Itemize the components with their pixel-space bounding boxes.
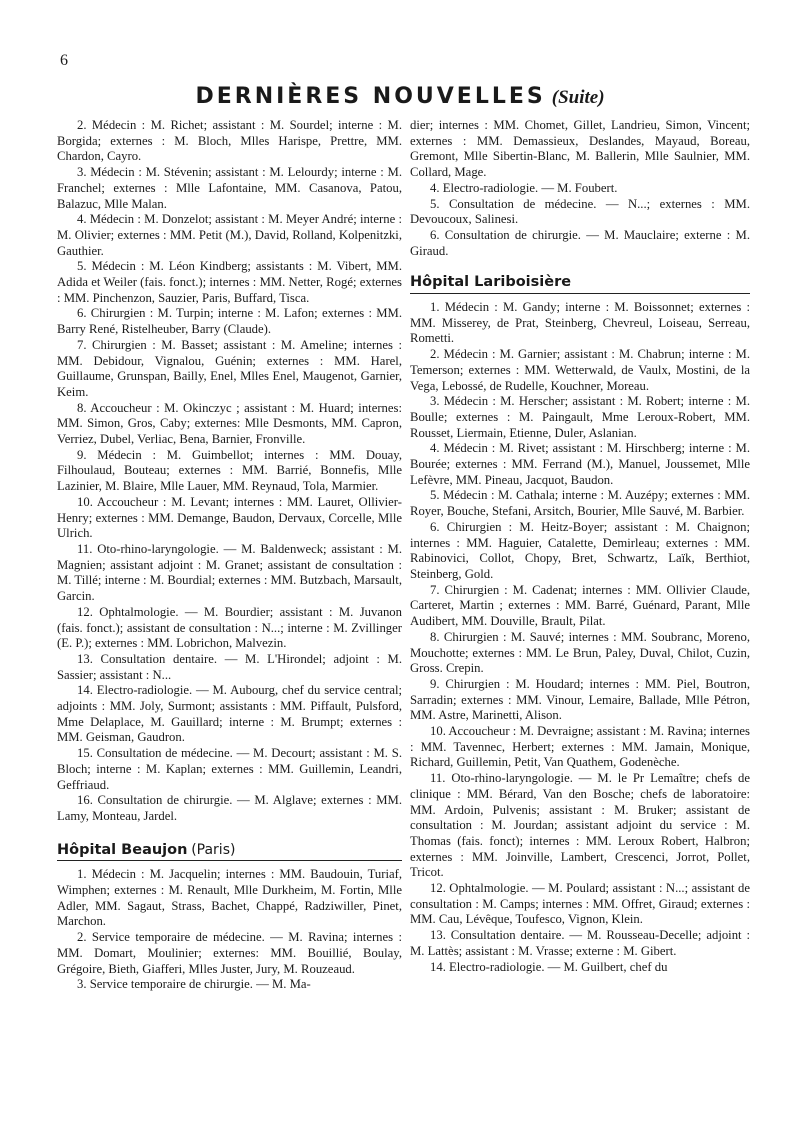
paragraph: 6. Chirurgien : M. Turpin; interne : M. Lafon; externes : MM. Barry René, Ristelheuber, Barry (Claude). <box>57 306 402 337</box>
paragraph: 8. Accoucheur : M. Okinczyc ; assistant : M. Huard; internes: MM. Simon, Gros, Caby; externes: Mlle Desmonts, MM. Capron, Verriez, Dubel, Verliac, Bena, Barnier, Fronville. <box>57 400 402 447</box>
paragraph: 4. Médecin : M. Rivet; assistant : M. Hirschberg; interne : M. Bourée; externes : MM. Ferrand (M.), Manuel, Joussemet, Mlle Lefèvre, MM. Pineau, Jacquot, Baudon. <box>410 441 750 487</box>
paragraph: 13. Consultation dentaire. — M. Rousseau-Decelle; adjoint : M. Lattès; assistant : M. Vrasse; externe : M. Gibert. <box>410 928 750 958</box>
section-name: Hôpital Lariboisière <box>410 274 572 291</box>
paragraph: 11. Oto-rhino-laryngologie. — M. le Pr Lemaître; chefs de clinique : MM. Bérard, Van den Bosche; chefs de laboratoire: MM. Ardoin, Pulvenis; assistant : M. Bruker; assistant de consultation : M. Jourdan; assistant adjoint du service : M. Thomas (fais. fonct); internes : MM. Leroux Robert, Halbron; externes : MM. Joinville, Lambert, Crescenci, Jorrot, Pollet, Tricot. <box>410 771 750 880</box>
paragraph: 8. Chirurgien : M. Sauvé; internes : MM. Soubranc, Moreno, Mouchotte; externes : MM. Le Brun, Paley, Duval, Chilot, Cuzin, Gross. Crepin. <box>410 629 750 676</box>
paragraph: 14. Electro-radiologie. — M. Guilbert, chef du <box>430 959 668 974</box>
right-column <box>410 118 750 975</box>
paragraph: 14. Electro-radiologie. — M. Aubourg, chef du service central; adjoints : MM. Joly, Surmont; assistants : MM. Piffault, Pulsford, Mme Delaplace, M. Gauillard; interne : M. Brumpt; externes : MM. Geisman, Gaudron. <box>57 683 402 745</box>
paragraph: 4. Electro-radiologie. — M. Foubert. <box>430 180 618 195</box>
section-heading-lariboisiere <box>410 275 750 294</box>
page-number: 6 <box>60 52 68 69</box>
paragraph: 4. Médecin : M. Donzelot; assistant : M. Meyer André; interne : M. Olivier; externes : MM. Petit (M.), David, Rolland, Kolpenitzki, Gauthier. <box>57 212 402 258</box>
paragraph: 12. Ophtalmologie. — M. Poulard; assistant : N...; assistant de consultation : M. Camps; internes : MM. Offret, Giraud; externes : MM. Cau, Lévêque, Toufesco, Vignon, Klein. <box>410 881 750 927</box>
paragraph: 11. Oto-rhino-laryngologie. — M. Baldenweck; assistant : M. Magnien; assistant adjoint : M. Granet; assistant de consultation : M. Tillé; interne : M. Bourdial; externes : MM. Butzbach, Marsault, Garcin. <box>57 541 402 604</box>
paragraph-continuation: dier; internes : MM. Chomet, Gillet, Landrieu, Simon, Vincent; externes : MM. Demassieux, Deslandes, Mayaud, Boreau, Gremont, Mlle Sibertin-Blanc, M. Ballerin, Mlle Saulnier, MM. Collard, Mage. <box>410 118 750 180</box>
paragraph: 9. Chirurgien : M. Houdard; internes : MM. Piel, Boutron, Sarradin; externes : MM. Vinour, Lemaire, Ballade, Mlle Pétron, MM. Astre, Marinetti, Alison. <box>410 676 750 723</box>
paragraph: 3. Médecin : M. Stévenin; assistant : M. Lelourdy; interne : M. Franchel; externes : Mlle Lafontaine, MM. Casanova, Patou, Balazuc, Mlle Malan. <box>57 165 402 211</box>
paragraph: 3. Service temporaire de chirurgie. — M. Ma- <box>77 977 311 992</box>
paragraph: 5. Médecin : M. Cathala; interne : M. Auzépy; externes : MM. Royer, Bouche, Stefani, Arsitch, Bourier, Mlle Sauvé, M. Barbier. <box>410 488 750 519</box>
paragraph: 6. Consultation de chirurgie. — M. Mauclaire; externe : M. Giraud. <box>410 227 750 258</box>
paragraph: 16. Consultation de chirurgie. — M. Alglave; externes : MM. Lamy, Monteau, Jardel. <box>57 793 402 823</box>
paragraph: 12. Ophtalmologie. — M. Bourdier; assistant : M. Juvanon (fais. fonct.); assistant de consultation : N...; interne : M. Zvillinger (E. P.); externes : MM. Lobrichon, Malvezin. <box>57 604 402 651</box>
title-suffix: (Suite) <box>551 87 605 108</box>
paragraph: 2. Médecin : M. Richet; assistant : M. Sourdel; interne : M. Borgida; externes : M. Bloch, Mlles Harispe, Prettre, MM. Chardon, Cayro. <box>57 118 402 164</box>
paragraph: 3. Médecin : M. Herscher; assistant : M. Robert; interne : M. Boulle; externes : M. Paingault, Mme Leroux-Robert, MM. Rousset, Liermain, Etienne, Duler, Aslanian. <box>410 394 750 440</box>
section-qualifier: (Paris) <box>191 841 236 858</box>
paragraph: 15. Consultation de médecine. — M. Decourt; assistant : M. S. Bloch; interne : M. Kaplan; externes : MM. Guillemin, Leandri, Geffriaud. <box>57 746 402 792</box>
paragraph: 13. Consultation dentaire. — M. L'Hirondel; adjoint : M. Sassier; assistant : N... <box>57 651 402 682</box>
paragraph: 7. Chirurgien : M. Basset; assistant : M. Ameline; internes : MM. Debidour, Vignalou, Guénin; externes : MM. Harel, Guillaume, Grunspan, Bailly, Enel, Mlles Enel, Maugenot, Garnier, Keim. <box>57 337 402 399</box>
paragraph: 5. Médecin : M. Léon Kindberg; assistants : M. Vibert, MM. Adida et Weiler (fais. fonct.); internes : MM. Netter, Rogé; externes : MM. Pinchenzon, Sauzier, Paris, Buffard, Tisca. <box>57 259 402 305</box>
paragraph: 10. Accoucheur : M. Devraigne; assistant : M. Ravina; internes : MM. Tavennec, Herbert; externes : MM. Jamain, Monique, Richard, Guillemin, Petit, Van Quathem, Godenèche. <box>410 724 750 770</box>
paragraph: 6. Chirurgien : M. Heitz-Boyer; assistant : M. Chaignon; internes : MM. Haguier, Catalette, Demirleau; externes : MM. Rabinovici, Collot, Chopy, Bret, Schwartz, Laïk, Berthiot, Steinberg, Gold. <box>410 519 750 581</box>
section-heading-beaujon <box>57 843 402 862</box>
paragraph: 5. Consultation de médecine. — N...; externes : MM. Devoucoux, Salinesi. <box>410 196 750 227</box>
paragraph: 2. Service temporaire de médecine. — M. Ravina; internes : MM. Domart, Moulinier; externes: MM. Bouillié, Boulay, Grégoire, Bieth, Giafferi, Mlles Juster, Jury, M. Rouzeaud. <box>57 930 402 976</box>
paragraph: 1. Médecin : M. Gandy; interne : M. Boissonnet; externes : MM. Misserey, de Prat, Steinberg, Chevreul, Loiseau, Serreau, Rometti. <box>410 300 750 346</box>
title-text: DERNIÈRES NOUVELLES <box>195 84 546 109</box>
section-name: Hôpital Beaujon <box>57 841 188 858</box>
paragraph: 9. Médecin : M. Guimbellot; internes : MM. Douay, Filhoulaud, Bouteau; externes : MM. Barrié, Bonnefis, Mlle Lazinier, M. Blaire, Mlle Lauer, MM. Reynaud, Tola, Marmier. <box>57 447 402 494</box>
paragraph: 10. Accoucheur : M. Levant; internes : MM. Lauret, Ollivier-Henry; externes : MM. Demange, Baudon, Dervaux, Corcelle, Mlle Ulrich. <box>57 494 402 541</box>
page-title <box>0 84 800 109</box>
paragraph: 2. Médecin : M. Garnier; assistant : M. Chabrun; interne : M. Temerson; externes : MM. Wetterwald, de Vaulx, Mostini, de la Vega, Lebossé, de Rudelle, Kouchner, Moreau. <box>410 347 750 393</box>
left-column <box>57 118 402 993</box>
paragraph: 7. Chirurgien : M. Cadenat; internes : MM. Ollivier Claude, Carteret, Martin ; externes : MM. Barré, Guénard, Parant, Mlle Audibert, MM. Douville, Brault, Pilat. <box>410 582 750 629</box>
paragraph: 1. Médecin : M. Jacquelin; internes : MM. Baudouin, Turiaf, Wimphen; externes : M. Renault, Mlle Durkheim, M. Fortin, Mlle Adler, MM. Sagaut, Strass, Bachet, Chappé, Radziwiller, Pinet, Marchon. <box>57 867 402 929</box>
